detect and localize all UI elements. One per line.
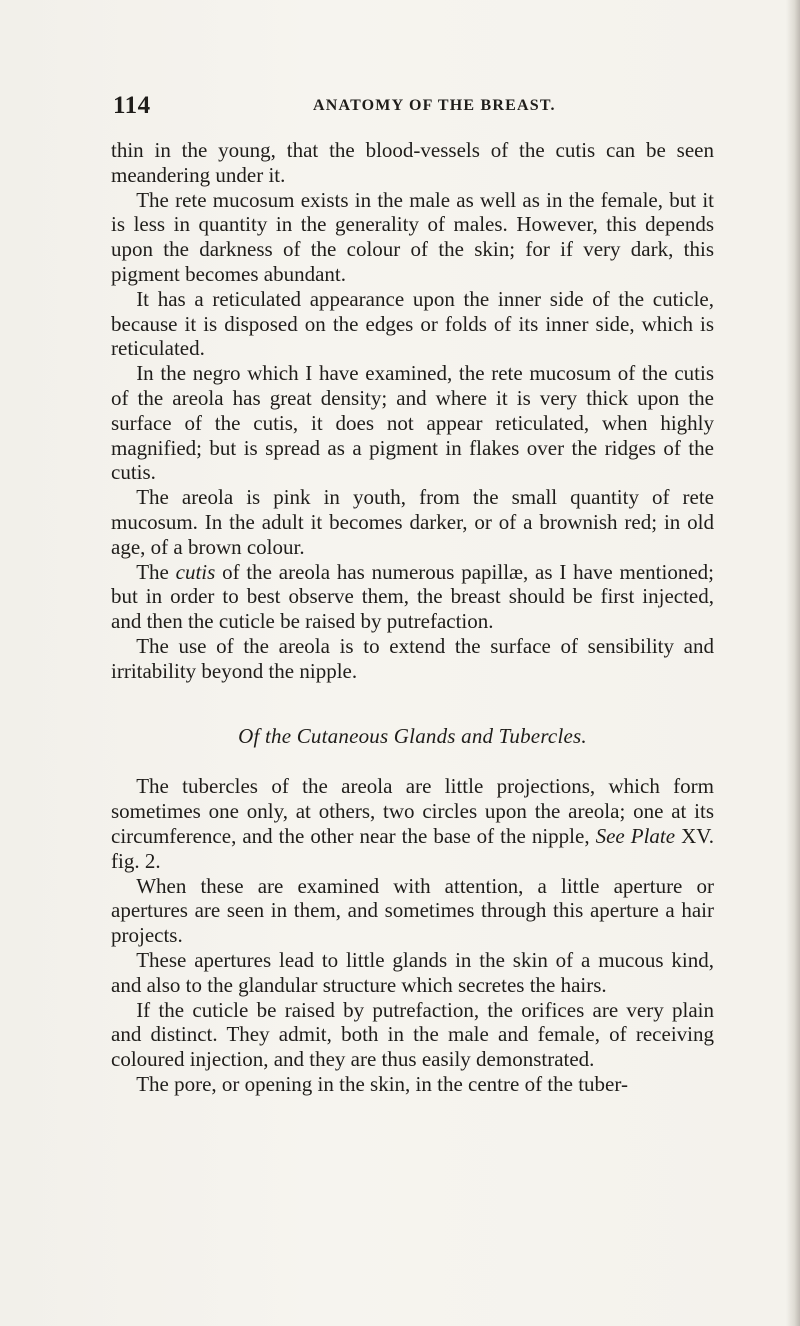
paragraph: The pore, or opening in the skin, in the centre of the tuber-	[136, 1071, 628, 1096]
paragraph: The areola is pink in youth, from the small quantity of rete mucosum. In the adult it becomes darker, or of a brownish red; in old age, of a brown colour.	[111, 485, 714, 559]
paragraph-text: The tubercles of the areola are little projections, which form sometimes one only, at others, two circles upon the areola; one at its circumference, and the other near the base of the nipple,	[111, 774, 714, 848]
paragraph: These apertures lead to little glands in the skin of a mucous kind, and also to the glandular structure which secretes the hairs.	[111, 947, 714, 997]
paragraph: The use of the areola is to extend the surface of sensibility and irritability beyond the nipple.	[111, 633, 714, 683]
page-header	[113, 92, 713, 124]
paragraph: The rete mucosum exists in the male as well as in the female, but it is less in quantity in the generality of males. However, this depends upon the darkness of the colour of the skin; for if very dark, this pigment becomes abundant.	[111, 187, 714, 286]
paragraph: In the negro which I have examined, the rete mucosum of the cutis of the areola has great density; and where it is very thick upon the surface of the cutis, it does not appear reticulated, when highly magnified; but is spread as a pigment in flakes over the ridges of the cutis.	[111, 361, 714, 485]
paragraph: It has a reticulated appearance upon the inner side of the cuticle, because it is disposed on the edges or folds of its inner side, which is reticulated.	[111, 286, 714, 361]
paragraph	[111, 560, 714, 634]
paragraph: If the cuticle be raised by putrefaction, the orifices are very plain and distinct. They admit, both in the male and female, of receiving coloured injection, and they are thus easily demonstrated.	[111, 997, 714, 1072]
paragraph	[111, 774, 714, 873]
body-text	[111, 138, 714, 1097]
page-number: 114	[113, 92, 151, 119]
paragraph-text: of the areola has numerous papillæ, as I have mentioned; but in order to best observe them, the breast should be first injected, and then the cuticle be raised by putrefaction.	[111, 559, 714, 634]
paragraph: thin in the young, that the blood-vessels of the cutis can be seen meandering under it.	[111, 138, 714, 187]
section-heading: Of the Cutaneous Glands and Tubercles.	[238, 723, 587, 748]
paragraph-text: XV. fig. 2.	[111, 823, 714, 873]
paragraph-text: The	[136, 559, 176, 584]
plate-reference: See Plate	[595, 823, 676, 848]
page-edge-shadow	[786, 0, 800, 1326]
italic-term: cutis	[175, 559, 216, 584]
paragraph: When these are examined with attention, a little aperture or apertures are seen in them, and sometimes through this aperture a hair projects.	[111, 873, 714, 948]
running-head: ANATOMY OF THE BREAST.	[313, 97, 556, 114]
